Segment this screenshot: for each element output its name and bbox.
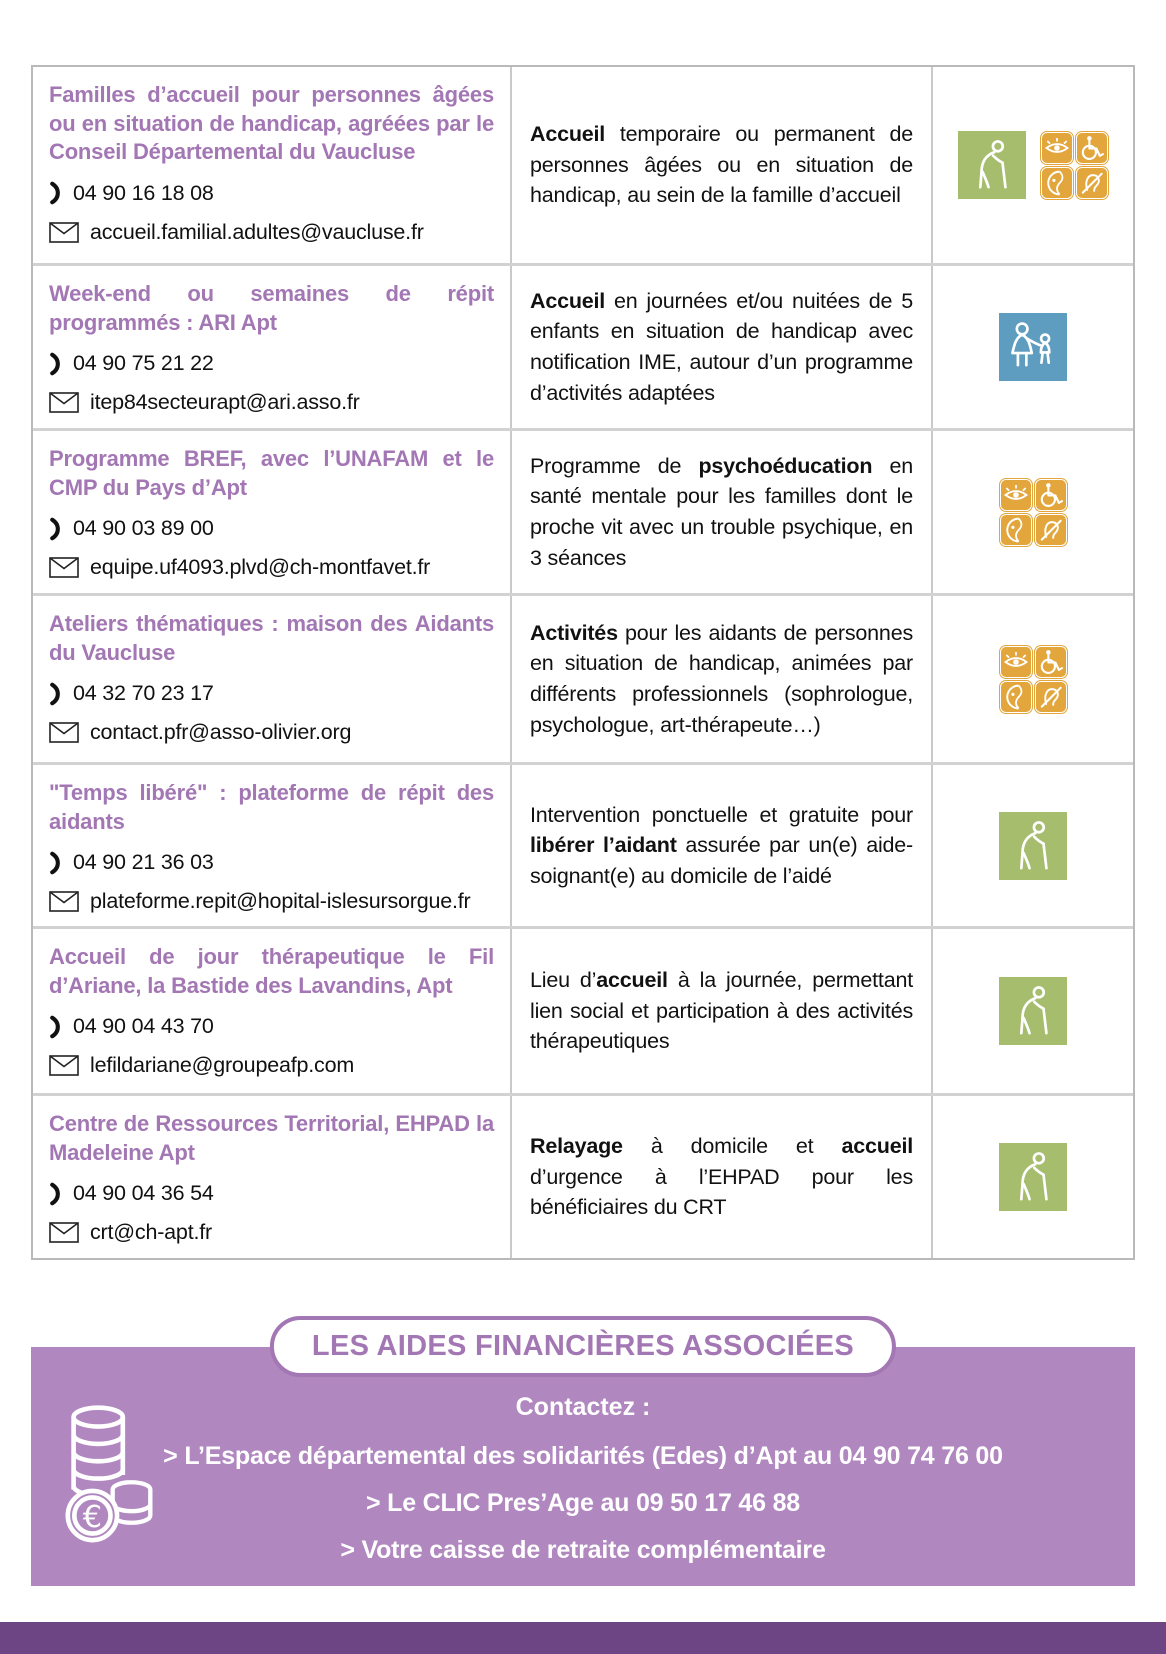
- cognitive-impairment-icon: [1000, 514, 1032, 546]
- cognitive-impairment-icon: [1000, 681, 1032, 713]
- financial-aid-box: [31, 1347, 1135, 1586]
- footer-band: [0, 1622, 1166, 1654]
- service-icons: [933, 67, 1133, 263]
- phone-number: 04 90 75 21 22: [73, 351, 214, 376]
- email-address: equipe.uf4093.plvd@ch-montfavet.fr: [90, 555, 431, 580]
- parent-child-icon: [999, 313, 1067, 381]
- hearing-impairment-icon: [1076, 167, 1108, 199]
- service-title: Week-end ou semaines de répit programmés : ARI Apt: [49, 281, 494, 335]
- organization-cell: [33, 67, 512, 263]
- phone-icon: [49, 352, 62, 376]
- service-description: Relayage à domicile et accueil d’urgence à l’EHPAD pour les bénéficiaires du CRT: [530, 1134, 913, 1220]
- email-address: accueil.familial.adultes@vaucluse.fr: [90, 219, 424, 244]
- email-line: [49, 889, 494, 914]
- service-icons: [933, 929, 1133, 1093]
- service-title: Ateliers thématiques : maison des Aidants du Vaucluse: [49, 611, 494, 665]
- contact-heading: Contactez :: [515, 1393, 651, 1421]
- phone-line: [49, 850, 494, 875]
- phone-number: 04 90 16 18 08: [73, 180, 214, 205]
- phone-icon: [49, 1015, 62, 1039]
- description-cell: [512, 1096, 933, 1258]
- disability-icon: [1040, 131, 1108, 199]
- service-description: Programme de psychoéducation en santé mentale pour les familles dont le proche vit avec un trouble psychique, en 3 séances: [530, 453, 913, 570]
- phone-line: [49, 1181, 494, 1206]
- service-icons: [933, 596, 1133, 762]
- coins-euro-icon: [49, 1395, 159, 1560]
- organization-cell: [33, 765, 512, 926]
- financial-aid-banner: [270, 1316, 896, 1377]
- service-title: Centre de Ressources Territorial, EHPAD la Madeleine Apt: [49, 1111, 494, 1165]
- service-row: [33, 266, 1133, 431]
- organization-cell: [33, 431, 512, 593]
- phone-line: [49, 1014, 494, 1039]
- description-cell: [512, 266, 933, 428]
- phone-number: 04 32 70 23 17: [73, 681, 214, 706]
- phone-number: 04 90 03 89 00: [73, 516, 214, 541]
- service-row: [33, 596, 1133, 765]
- email-line: [49, 390, 494, 415]
- service-title: Programme BREF, avec l’UNAFAM et le CMP du Pays d’Apt: [49, 446, 494, 500]
- service-description: Accueil temporaire ou permanent de personnes âgées ou en situation de handicap, au sein de la famille d’accueil: [530, 122, 913, 208]
- envelope-icon: [49, 557, 79, 578]
- vision-impairment-icon: [1000, 479, 1032, 511]
- banner-title: LES AIDES FINANCIÈRES ASSOCIÉES: [311, 1330, 855, 1362]
- email-address: crt@ch-apt.fr: [90, 1220, 212, 1245]
- description-cell: [512, 67, 933, 263]
- email-address: plateforme.repit@hopital-islesursorgue.fr: [90, 889, 471, 914]
- service-title: "Temps libéré" : plateforme de répit des aidants: [49, 780, 494, 834]
- envelope-icon: [49, 722, 79, 743]
- email-line: [49, 220, 494, 245]
- email-address: contact.pfr@asso-olivier.org: [90, 720, 352, 745]
- phone-line: [49, 351, 494, 376]
- contact-line: > L’Espace départemental des solidarités (Edes) d’Apt au 04 90 74 76 00: [163, 1442, 1003, 1470]
- service-row: [33, 765, 1133, 929]
- elderly-icon: [958, 131, 1026, 199]
- organization-cell: [33, 1096, 512, 1258]
- organization-cell: [33, 929, 512, 1093]
- envelope-icon: [49, 392, 79, 413]
- service-description: Accueil en journées et/ou nuitées de 5 enfants en situation de handicap avec notification IME, autour d’un programme d’activités adaptées: [530, 288, 913, 405]
- email-line: [49, 1053, 494, 1078]
- elderly-icon: [999, 977, 1067, 1045]
- service-row: [33, 929, 1133, 1096]
- envelope-icon: [49, 891, 79, 912]
- elderly-icon: [999, 1143, 1067, 1211]
- email-line: [49, 720, 494, 745]
- service-row: [33, 431, 1133, 596]
- service-description: Intervention ponctuelle et gratuite pour libérer l’aidant assurée par un(e) aide-soignant(e) au domicile de l’aidé: [530, 802, 914, 888]
- service-row: [33, 1096, 1133, 1258]
- service-icons: [933, 1096, 1133, 1258]
- phone-number: 04 90 04 36 54: [73, 1181, 214, 1206]
- envelope-icon: [49, 1055, 79, 1076]
- phone-line: [49, 181, 494, 206]
- email-address: itep84secteurapt@ari.asso.fr: [90, 390, 360, 415]
- email-line: [49, 555, 494, 580]
- contact-line: > Votre caisse de retraite complémentaire: [340, 1536, 826, 1564]
- contact-line: > Le CLIC Pres’Age au 09 50 17 46 88: [365, 1489, 800, 1517]
- service-icons: [933, 431, 1133, 593]
- description-cell: [512, 431, 933, 593]
- hearing-impairment-icon: [1035, 514, 1067, 546]
- service-title: Accueil de jour thérapeutique le Fil d’Ariane, la Bastide des Lavandins, Apt: [49, 944, 494, 998]
- vision-impairment-icon: [1000, 646, 1032, 678]
- phone-icon: [49, 1182, 62, 1206]
- email-line: [49, 1220, 494, 1245]
- phone-number: 04 90 04 43 70: [73, 1014, 214, 1039]
- disability-icon: [999, 478, 1067, 546]
- service-description: Lieu d’accueil à la journée, permettant lien social et participation à des activités thérapeutiques: [530, 968, 913, 1054]
- envelope-icon: [49, 222, 79, 243]
- organization-cell: [33, 596, 512, 762]
- organization-cell: [33, 266, 512, 428]
- disability-icon: [999, 645, 1067, 713]
- phone-icon: [49, 517, 62, 541]
- phone-line: [49, 516, 494, 541]
- phone-number: 04 90 21 36 03: [73, 850, 214, 875]
- wheelchair-icon: [1035, 479, 1067, 511]
- cognitive-impairment-icon: [1041, 167, 1073, 199]
- envelope-icon: [49, 1222, 79, 1243]
- vision-impairment-icon: [1041, 132, 1073, 164]
- wheelchair-icon: [1035, 646, 1067, 678]
- description-cell: [512, 929, 933, 1093]
- service-icons: [933, 266, 1133, 428]
- phone-icon: [49, 682, 62, 706]
- contact-lines: [31, 1444, 1135, 1563]
- phone-icon: [49, 181, 62, 205]
- email-address: lefildariane@groupeafp.com: [90, 1053, 355, 1078]
- service-title: Familles d’accueil pour personnes âgées ou en situation de handicap, agréées par le Conseil Départemental du Vaucluse: [49, 82, 494, 165]
- description-cell: [512, 765, 933, 926]
- svg-text:€: €: [82, 1500, 103, 1536]
- services-table: [31, 65, 1135, 1260]
- service-description: Activités pour les aidants de personnes en situation de handicap, animées par différents professionnels (sophrologue, psychologue, art-thérapeute…): [530, 620, 913, 737]
- phone-line: [49, 681, 494, 706]
- financial-aid-content: [31, 1347, 1135, 1586]
- service-row: [33, 67, 1133, 266]
- wheelchair-icon: [1076, 132, 1108, 164]
- description-cell: [512, 596, 933, 762]
- phone-icon: [49, 851, 62, 875]
- service-icons: [933, 765, 1133, 926]
- hearing-impairment-icon: [1035, 681, 1067, 713]
- elderly-icon: [999, 812, 1067, 880]
